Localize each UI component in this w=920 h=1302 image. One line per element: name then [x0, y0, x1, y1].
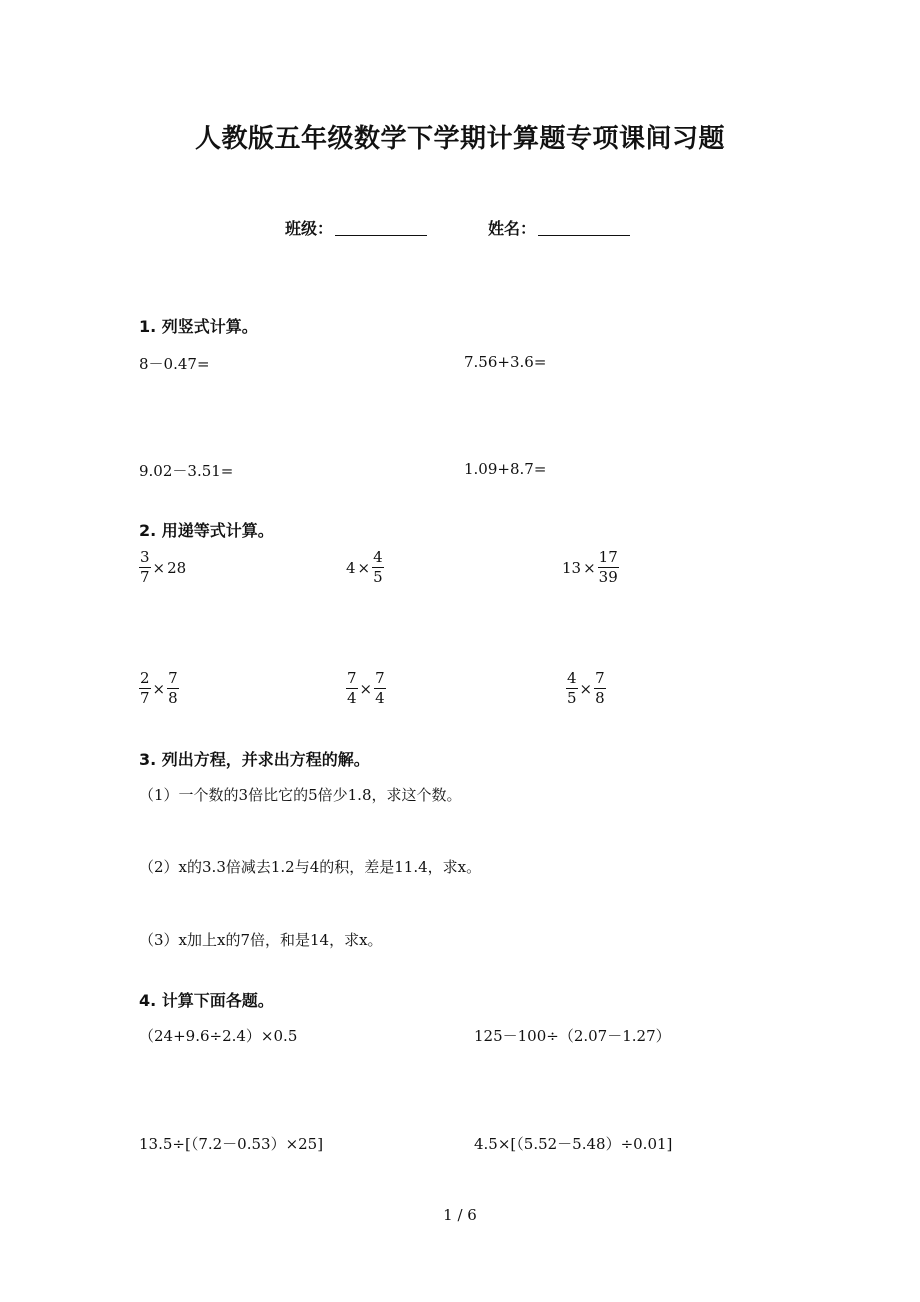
fraction: $\frac{7}{4}$ [347, 669, 357, 707]
fraction: $\frac{17}{39}$ [598, 548, 618, 586]
s1-problem-2: 7.56+3.6= [464, 353, 547, 371]
class-label: 班级： [285, 219, 334, 238]
name-field [488, 216, 630, 239]
s2-problem-1: $\frac{3}{7}$ × 28 [140, 548, 187, 586]
s3-problem-2: （2）x的3.3倍减去1.2与4的积，差是11.4，求x。 [139, 858, 482, 876]
s1-problem-4: 1.09+8.7= [464, 460, 547, 478]
fraction: $\frac{4}{5}$ [373, 548, 383, 586]
fraction: $\frac{2}{7}$ [140, 669, 150, 707]
class-blank[interactable] [335, 219, 427, 236]
s1-problem-3: 9.02－3.51= [139, 462, 234, 480]
section-1-heading: 1. 列竖式计算。 [139, 317, 258, 336]
class-field [285, 216, 427, 239]
fraction: $\frac{3}{7}$ [140, 548, 150, 586]
name-label: 姓名： [488, 219, 537, 238]
s2-problem-5: $\frac{7}{4}$ × $\frac{7}{4}$ [347, 669, 385, 707]
section-2-heading: 2. 用递等式计算。 [139, 521, 274, 540]
s2-problem-6: $\frac{4}{5}$ × $\frac{7}{8}$ [567, 669, 605, 707]
fraction: $\frac{4}{5}$ [567, 669, 577, 707]
name-blank[interactable] [538, 219, 630, 236]
s4-problem-4: 4.5×[（5.52－5.48）÷0.01] [474, 1135, 673, 1153]
s4-problem-1: （24+9.6÷2.4）×0.5 [139, 1027, 298, 1045]
page-number: 1 / 6 [443, 1206, 477, 1224]
page-title: 人教版五年级数学下学期计算题专项课间习题 [194, 124, 725, 154]
fraction: $\frac{7}{4}$ [375, 669, 385, 707]
section-4-heading: 4. 计算下面各题。 [139, 991, 274, 1010]
s2-problem-3: 13 × $\frac{17}{39}$ [562, 548, 618, 586]
s3-problem-3: （3）x加上x的7倍，和是14，求x。 [139, 931, 383, 949]
s3-problem-1: （1）一个数的3倍比它的5倍少1.8，求这个数。 [139, 786, 462, 804]
s1-problem-1: 8－0.47= [139, 355, 210, 373]
section-3-heading: 3. 列出方程，并求出方程的解。 [139, 750, 370, 769]
s2-problem-2: 4 × $\frac{4}{5}$ [346, 548, 383, 586]
s2-problem-4: $\frac{2}{7}$ × $\frac{7}{8}$ [140, 669, 178, 707]
fraction: $\frac{7}{8}$ [595, 669, 605, 707]
s4-problem-2: 125－100÷（2.07－1.27） [474, 1027, 671, 1045]
fraction: $\frac{7}{8}$ [168, 669, 178, 707]
s4-problem-3: 13.5÷[（7.2－0.53）×25] [139, 1135, 324, 1153]
